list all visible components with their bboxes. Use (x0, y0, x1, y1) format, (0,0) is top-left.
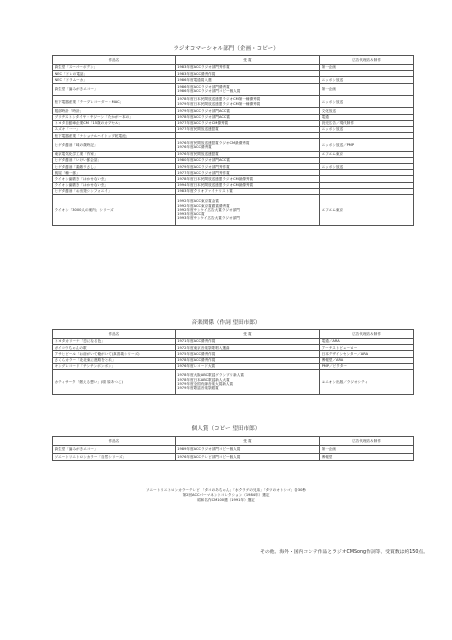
work-text: 服部時計「時計」 (54, 108, 84, 113)
award-text: 1978年度日本民間放送連盟ラジオCM第一種優秀賞 (177, 97, 261, 102)
award-text: 1976年度民間放送連盟賞ラジオCM最優秀賞 (177, 140, 250, 145)
column-header: 作品名 (53, 437, 176, 446)
radio-awards-table (52, 55, 414, 226)
award-text: 1979年度全国有線音楽大賞新人賞 (177, 381, 234, 386)
table-row (53, 194, 414, 225)
column-header: 作品名 (53, 56, 176, 65)
work-text: ヒゲタ醤油「いけい郎会話」 (54, 158, 102, 163)
award-text: 1994年度日本民間放送連盟ラジオCM最優秀賞 (177, 183, 254, 188)
table-row (53, 95, 414, 107)
work-text: トヨタカリーナ「恋になる色」 (54, 339, 105, 344)
cell-agency (320, 446, 414, 454)
cell-work (53, 453, 176, 461)
cell-award (175, 139, 319, 151)
agency-text: 第一企画 (321, 87, 336, 92)
agency-text: 文化放送 (321, 108, 336, 113)
award-text: 1986年度ACCラジオ部門優秀賞 (177, 85, 230, 90)
cell-agency (320, 194, 414, 225)
work-text: ライオン歯磨き「はかせない虫」 (54, 183, 109, 188)
award-text: 1977年度ACCラジオ部門秀作賞 (177, 170, 230, 175)
cell-award (175, 95, 319, 107)
table-row (53, 83, 414, 95)
column-header: 受 賞 (175, 56, 319, 65)
agency-text: エフエム東京 (321, 207, 344, 212)
award-text: 1979年度ACCラジオ部門ACC賞 (177, 108, 230, 113)
work-text: 松下電器産業「ナショナルハイトップ乾電池」 (54, 133, 130, 138)
cell-agency (320, 95, 414, 107)
work-text: キングレコード「チンチンポンポン」 (54, 364, 116, 369)
agency-text: ニッポン放送／PMP (321, 142, 355, 147)
table-header-row (53, 330, 414, 339)
award-text: 1992年度ACC東京賞金賞 (177, 199, 219, 204)
award-text: 1980年度ACCラジオ部門ACC賞 (177, 158, 230, 163)
note-line: 昭和名作CM100選（1991年）選定 (197, 498, 255, 502)
award-text: 1993年度サンケイ広告大賞ラジオ部門 (177, 216, 240, 221)
cell-work (53, 446, 176, 454)
music-awards-table (52, 329, 414, 395)
award-text: 1983年度ACCラジオ部門秀作賞 (177, 65, 230, 70)
agency-text: ニッポン放送 (321, 77, 344, 82)
tv-note (0, 488, 452, 503)
agency-text: エフエム東京 (321, 152, 344, 157)
work-text: NEC「ドレの電話」 (54, 71, 88, 76)
work-text: ライオン歯磨き「はかせない虫」 (54, 176, 109, 181)
column-header: 広告代理店＆制作 (320, 330, 414, 339)
award-text: 1986年度ACCラジオ部門コピー個人賞 (177, 89, 241, 94)
cell-work (53, 369, 176, 394)
work-text: ブリヂストンタイヤ・ヤジーン「たかがー本の」 (54, 115, 133, 120)
work-text: 松下電器産業「テープレコーダー・MAC」 (54, 99, 124, 104)
award-text: 1979年度日本民間放送連盟ラジオCM第一種優秀賞 (177, 101, 261, 106)
cell-work (53, 83, 176, 95)
agency-text: 第一企画 (321, 65, 336, 70)
work-text: スズキ「一一」 (54, 127, 80, 132)
award-text: 1992年度ACC東京賞銀賞優秀賞 (177, 203, 230, 208)
work-text: カティサーク「燃える想い」(唄 原あつこ) (54, 379, 123, 384)
work-text: ヒゲタ醤油「味の歳時記」 (54, 142, 98, 147)
agency-text: ニッポン放送 (321, 164, 344, 169)
agency-text: 博報堂 (321, 454, 333, 459)
work-text: ヒゲタ醤油「お出発シンフォニイ」 (54, 189, 112, 194)
column-header: 作品名 (53, 330, 176, 339)
award-text: 1986年度電通賞入選 (177, 77, 212, 82)
award-text: 1972年度東京音楽祭歌唱入選曲 (177, 345, 230, 350)
award-text: 1976年度ACCテレビ部門コピー個人賞 (177, 454, 241, 459)
award-text: 1992年度サンケイ広告大賞ラジオ部門 (177, 207, 240, 212)
note-line: 第2回ACCパーマネントコレクション（1984年）選定 (182, 493, 270, 497)
award-text: 1979年度ACCラジオ部門秀作賞 (177, 164, 230, 169)
cell-work (53, 194, 176, 225)
footer-summary: その他、海外・国内コンテ作品とラジオCMSong作詞等、受賞数は約150点。 (260, 550, 428, 555)
music-section-title: 音楽関係（作詞 望田市郎） (191, 320, 261, 326)
column-header: 受 賞 (175, 437, 319, 446)
work-text: トヨタ自動車企業CM「15歳のカプセル」 (54, 121, 123, 126)
cell-agency (320, 453, 414, 461)
award-text: 1975年度ACC優秀作賞 (177, 351, 216, 356)
award-text: 1983年度クリオファイナリスト賞 (177, 189, 233, 194)
work-text: 東京電気化学工業「作家」 (54, 152, 98, 157)
award-text: 1976年度民間放送連盟賞 (177, 152, 219, 157)
award-text: 1977年度ACCラジオCM優秀賞 (177, 121, 229, 126)
award-text: 1993年度ACC賞 (177, 212, 205, 217)
cell-agency (320, 83, 414, 95)
table-row (53, 369, 414, 394)
table-row (53, 446, 414, 454)
agency-text: 博報堂／ARA (321, 358, 344, 363)
cell-award (175, 194, 319, 225)
work-text: さくらカラー「北北東に進路をとれ」 (54, 358, 116, 363)
award-text: 1971年度ACC優秀作賞 (177, 339, 216, 344)
work-text: 資生堂「歯みがきエコー」 (54, 87, 98, 92)
cell-agency (320, 139, 414, 151)
work-text: ソニートリニトロンカラー「自然シリーズ」 (54, 454, 127, 459)
cell-agency (320, 369, 414, 394)
note-line: ソニートリニトロンカラーテレビ 「タコのあちゃん」「水クラゲの兄弟」「タツのオトシゴ」各30秒 (146, 488, 306, 492)
award-text: 1977年度民間放送連盟賞 (177, 127, 219, 132)
cell-award (175, 453, 319, 461)
table-row (53, 139, 414, 151)
agency-text: アーチストビューロー (321, 345, 358, 350)
table-row (53, 453, 414, 461)
work-text: NEC「ドラムーカ」 (54, 77, 87, 82)
column-header: 広告代理店＆制作 (320, 56, 414, 65)
radio-section-title: ラジオコマーシャル部門（企画・コピー） (173, 46, 279, 52)
column-header: 広告代理店＆制作 (320, 437, 414, 446)
award-text: 1978年度ACC優秀作賞 (177, 358, 216, 363)
agency-text: 日本デザインセンター／ARA (321, 351, 369, 356)
cell-work (53, 139, 176, 151)
cell-award (175, 369, 319, 394)
agency-text: 読売広告／現代制作 (321, 121, 354, 126)
agency-text: 電通／ARA (321, 339, 340, 344)
work-text: ライオン「3000人の案内」シリーズ (54, 207, 114, 212)
award-text: 1978年度日本民間放送連盟ラジオCM最優秀賞 (177, 176, 254, 181)
work-text: 資生堂「スーパーボデン」 (54, 65, 98, 70)
work-text: 桃屋「種一郎」 (54, 170, 80, 175)
award-text: 1979年度歌謡音楽祭銀賞 (177, 386, 219, 391)
cell-work (53, 95, 176, 107)
personal-awards-table (52, 436, 414, 461)
award-text: 1983年度ACC優秀作賞 (177, 71, 216, 76)
award-text: 1989年度ACCラジオ部門コピー個人賞 (177, 447, 241, 452)
table-header-row (53, 437, 414, 446)
agency-text: 電通 (321, 115, 329, 120)
agency-text: 第一企画 (321, 447, 336, 452)
personal-section-title: 個人賞（コピー 望田市郎） (191, 426, 261, 432)
cell-award (175, 446, 319, 454)
agency-text: PMP／ビクター (321, 364, 347, 369)
column-header: 受 賞 (175, 330, 319, 339)
work-text: ヒゲタ醤油「素敵ウさし」 (54, 164, 98, 169)
cell-award (175, 83, 319, 95)
agency-text: ニッポン放送 (321, 127, 344, 132)
agency-text: ユニオン出版／ラジオシティ (321, 379, 369, 384)
award-text: 1978年度日本ABC歌謡新人大賞 (177, 377, 230, 382)
work-text: ガイコウちゃんの歌 (54, 345, 87, 350)
award-text: 1978年度ACCラジオ部門ACC賞 (177, 115, 230, 120)
table-header-row (53, 56, 414, 65)
award-text: 1976年度レコード大賞 (177, 364, 216, 369)
award-text: 1978年度大阪ABC歌謡グランプリ新人賞 (177, 373, 244, 378)
agency-text: ニッポン放送 (321, 99, 344, 104)
award-text: 1976年度ACC優秀賞 (177, 144, 212, 149)
work-text: アサヒビール「お前がいて俺がいて(真善義シリーズ) (54, 351, 140, 356)
work-text: 資生堂「歯みがきエコー」 (54, 447, 98, 452)
